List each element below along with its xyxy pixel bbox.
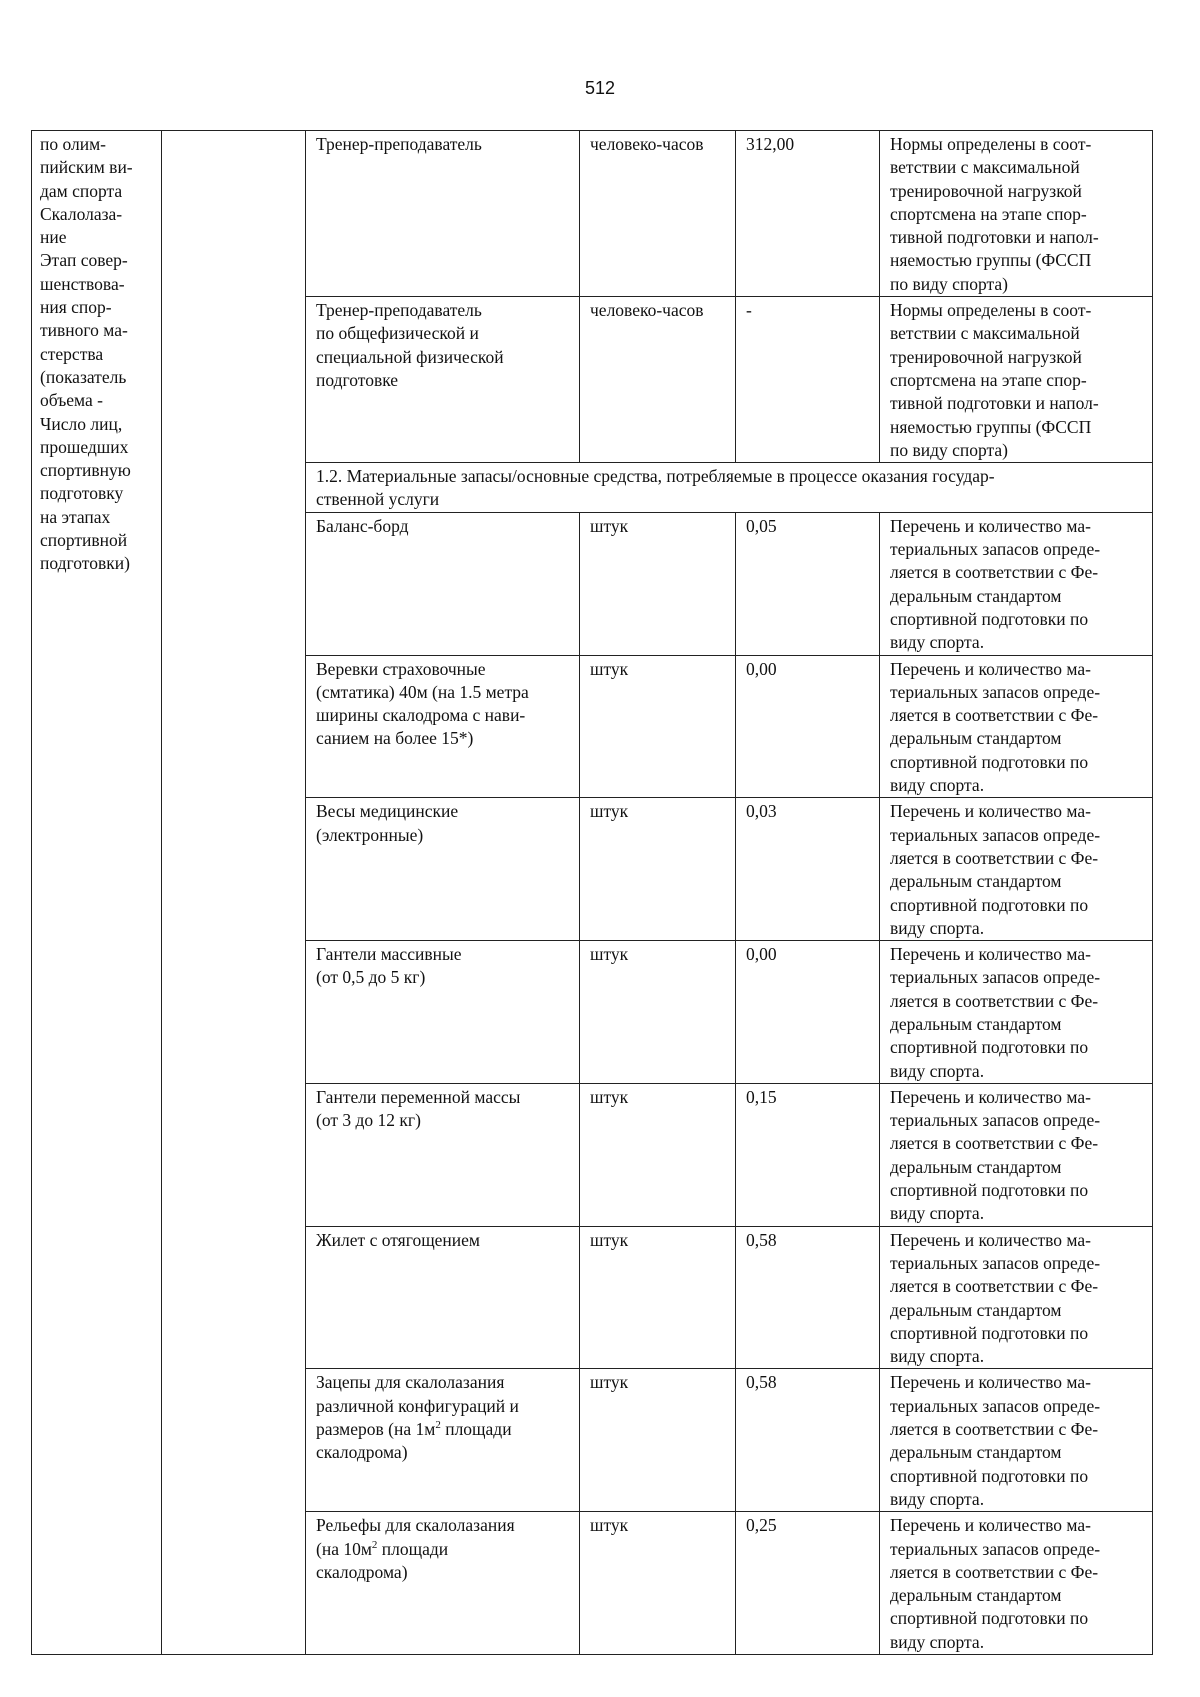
page-number: 512 — [584, 78, 616, 98]
unit-cell: штук — [580, 1369, 736, 1512]
material-name-cell: Жилет с отягощением — [306, 1226, 580, 1369]
note-cell: Перечень и количество ма- териальных запасов опреде- ляется в соответствии с Фе- деральным стандартом спортивной подготовки по виду спорта. — [880, 798, 1153, 941]
note-cell: Перечень и количество ма- териальных запасов опреде- ляется в соответствии с Фе- деральным стандартом спортивной подготовки по виду спорта. — [880, 1226, 1153, 1369]
unit-cell: человеко-часов — [580, 131, 736, 297]
material-name-cell: Веревки страховочные (смтатика) 40м (на 1.5 метра ширины скалодрома с нави- санием на более 15*) — [306, 655, 580, 798]
note-cell: Перечень и количество ма- териальных запасов опреде- ляется в соответствии с Фе- деральным стандартом спортивной подготовки по виду спорта. — [880, 512, 1153, 655]
note-cell: Перечень и количество ма- териальных запасов опреде- ляется в соответствии с Фе- деральным стандартом спортивной подготовки по виду спорта. — [880, 941, 1153, 1084]
material-name-cell: Гантели массивные (от 0,5 до 5 кг) — [306, 941, 580, 1084]
norms-table — [31, 130, 1153, 1655]
unit-cell: штук — [580, 1226, 736, 1369]
material-name-part: площади скалодрома) — [316, 1419, 512, 1463]
note-cell: Нормы определены в соот- ветствии с максимальной тренировочной нагрузкой спортсмена на этапе спор- тивной подготовки и напол- няемостью группы (ФССП по виду спорта) — [880, 297, 1153, 463]
service-description-cell: по олим- пийским ви- дам спорта Скалолаза- ние Этап совер- шенствова- ния спор- тивного ма- стерства (показатель объема - Число лиц, прошедших спортивную подготовку на этапах спортивной подготовки) — [32, 131, 162, 1655]
note-cell: Перечень и количество ма- териальных запасов опреде- ляется в соответствии с Фе- деральным стандартом спортивной подготовки по виду спорта. — [880, 1083, 1153, 1226]
empty-column-cell — [162, 131, 306, 1655]
material-name-part: площади скалодрома) — [316, 1538, 449, 1582]
unit-cell: штук — [580, 655, 736, 798]
material-name-part: Зацепы для скалолазания различной конфигураций и размеров (на 1м — [316, 1372, 519, 1440]
unit-cell: штук — [580, 941, 736, 1084]
note-cell: Перечень и количество ма- териальных запасов опреде- ляется в соответствии с Фе- деральным стандартом спортивной подготовки по виду спорта. — [880, 655, 1153, 798]
value-cell: 0,03 — [736, 798, 880, 941]
superscript: 2 — [371, 1538, 378, 1551]
material-name-cell: Баланс-борд — [306, 512, 580, 655]
section-heading: 1.2. Материальные запасы/основные средства, потребляемые в процессе оказания государ- ственной услуги — [306, 463, 1153, 513]
staff-name-cell: Тренер-преподаватель по общефизической и специальной физической подготовке — [306, 297, 580, 463]
note-cell: Нормы определены в соот- ветствии с максимальной тренировочной нагрузкой спортсмена на этапе спор- тивной подготовки и напол- няемостью группы (ФССП по виду спорта) — [880, 131, 1153, 297]
material-name-cell: Гантели переменной массы (от 3 до 12 кг) — [306, 1083, 580, 1226]
value-cell: 0,58 — [736, 1226, 880, 1369]
material-name-cell — [306, 1512, 580, 1655]
value-cell: 0,15 — [736, 1083, 880, 1226]
material-name-cell: Весы медицинские (электронные) — [306, 798, 580, 941]
material-name-part: Рельефы для скалолазания (на 10м — [316, 1515, 515, 1559]
value-cell: 0,58 — [736, 1369, 880, 1512]
material-name-cell — [306, 1369, 580, 1512]
superscript: 2 — [435, 1419, 441, 1432]
unit-cell: человеко-часов — [580, 297, 736, 463]
value-cell: 312,00 — [736, 131, 880, 297]
unit-cell: штук — [580, 1512, 736, 1655]
note-cell: Перечень и количество ма- териальных запасов опреде- ляется в соответствии с Фе- деральным стандартом спортивной подготовки по виду спорта. — [880, 1512, 1153, 1655]
note-cell: Перечень и количество ма- териальных запасов опреде- ляется в соответствии с Фе- деральным стандартом спортивной подготовки по виду спорта. — [880, 1369, 1153, 1512]
value-cell: 0,25 — [736, 1512, 880, 1655]
staff-name-cell: Тренер-преподаватель — [306, 131, 580, 297]
value-cell: 0,05 — [736, 512, 880, 655]
table-row — [32, 131, 1153, 297]
unit-cell: штук — [580, 798, 736, 941]
unit-cell: штук — [580, 512, 736, 655]
value-cell: - — [736, 297, 880, 463]
value-cell: 0,00 — [736, 941, 880, 1084]
unit-cell: штук — [580, 1083, 736, 1226]
value-cell: 0,00 — [736, 655, 880, 798]
